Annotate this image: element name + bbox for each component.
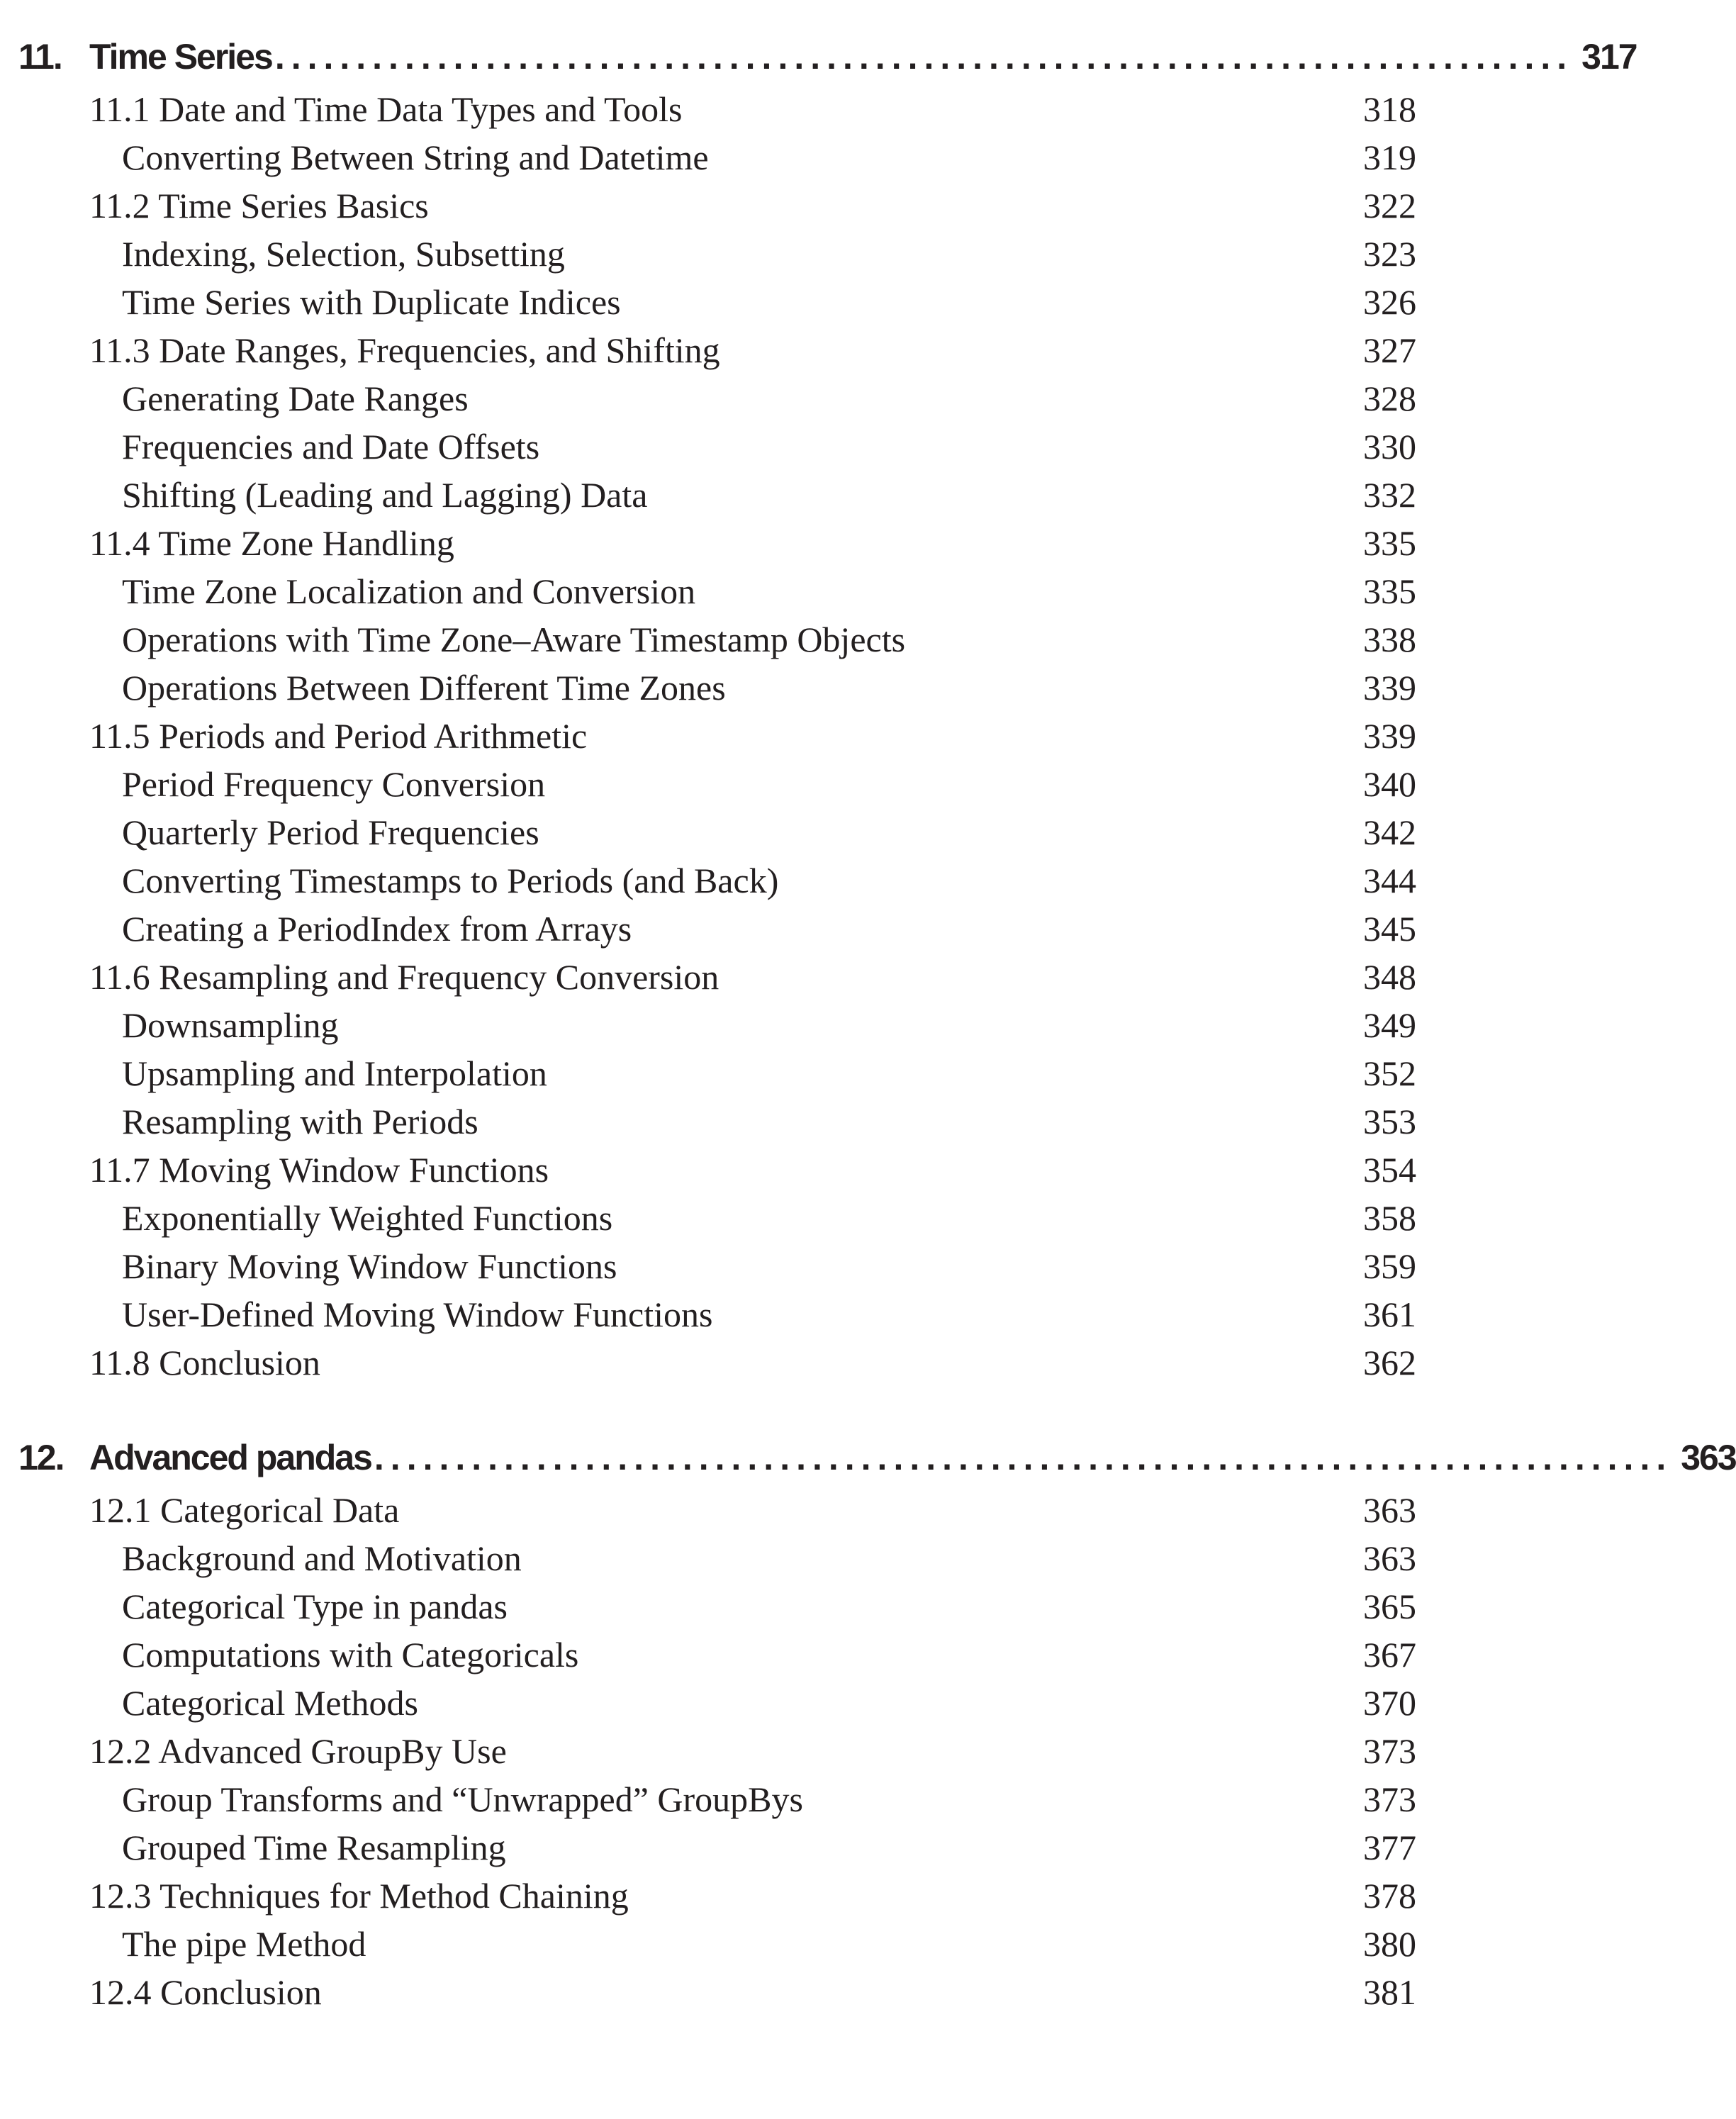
toc-subsection-entry[interactable] [0, 423, 1452, 471]
entry-page-number: 362 [1363, 1343, 1416, 1382]
chapter-number: 11. [18, 37, 62, 77]
toc-subsection-entry[interactable] [0, 760, 1452, 808]
entry-title: Period Frequency Conversion [122, 764, 546, 804]
entry-page-number: 358 [1363, 1198, 1416, 1238]
entry-title: 12.3 Techniques for Method Chaining [89, 1876, 629, 1916]
toc-subsection-entry[interactable] [0, 905, 1452, 953]
dot-leader: ................................................................................ [374, 1438, 1673, 1477]
toc-subsection-entry[interactable] [0, 1631, 1452, 1679]
entry-page-number: 338 [1363, 620, 1416, 659]
entry-title: Converting Timestamps to Periods (and Back) [122, 861, 779, 900]
chapter-number: 12. [18, 1438, 64, 1477]
entry-page-number: 335 [1363, 523, 1416, 563]
toc-subsection-entry[interactable] [0, 1290, 1452, 1338]
entry-page-number: 361 [1363, 1295, 1416, 1334]
entry-page-number: 378 [1363, 1876, 1416, 1916]
entry-title: Computations with Categoricals [122, 1635, 579, 1674]
chapter-heading [0, 28, 1637, 85]
toc-subsection-entry[interactable] [0, 1001, 1452, 1049]
entry-page-number: 365 [1363, 1587, 1416, 1626]
toc-section-entry[interactable] [0, 712, 1452, 760]
entry-title: 11.3 Date Ranges, Frequencies, and Shifting [89, 330, 720, 370]
entry-page-number: 348 [1363, 957, 1416, 997]
entry-title: Group Transforms and “Unwrapped” GroupBys [122, 1779, 803, 1819]
toc-subsection-entry[interactable] [0, 1823, 1452, 1872]
entry-title: Upsampling and Interpolation [122, 1053, 547, 1093]
toc-subsection-entry[interactable] [0, 1242, 1452, 1290]
toc-section-entry[interactable] [0, 326, 1452, 374]
toc-subsection-entry[interactable] [0, 230, 1452, 278]
entry-title: 11.5 Periods and Period Arithmetic [89, 716, 588, 756]
entry-title: Categorical Type in pandas [122, 1587, 508, 1626]
entry-page-number: 359 [1363, 1246, 1416, 1286]
toc-subsection-entry[interactable] [0, 1097, 1452, 1146]
entry-page-number: 354 [1363, 1150, 1416, 1190]
entry-title: Quarterly Period Frequencies [122, 812, 539, 852]
chapter-11 [0, 28, 1637, 1387]
entry-title: 12.1 Categorical Data [89, 1490, 400, 1530]
entry-title: Downsampling [122, 1005, 339, 1045]
entry-title: Background and Motivation [122, 1538, 522, 1578]
entry-page-number: 370 [1363, 1683, 1416, 1723]
entry-page-number: 327 [1363, 330, 1416, 370]
entry-page-number: 381 [1363, 1972, 1416, 2012]
entry-page-number: 363 [1363, 1538, 1416, 1578]
entry-page-number: 373 [1363, 1779, 1416, 1819]
chapter-page-number: 363 [1681, 1438, 1736, 1477]
entry-page-number: 339 [1363, 716, 1416, 756]
dot-leader: ................................................................................ [274, 37, 1574, 77]
entry-title: 11.6 Resampling and Frequency Conversion [89, 957, 719, 997]
toc-section-entry[interactable] [0, 181, 1452, 230]
entry-title: Operations with Time Zone–Aware Timestamp Objects [122, 620, 906, 659]
entry-title: User-Defined Moving Window Functions [122, 1295, 713, 1334]
toc-subsection-entry[interactable] [0, 1775, 1452, 1823]
entry-page-number: 377 [1363, 1828, 1416, 1867]
entry-page-number: 352 [1363, 1053, 1416, 1093]
toc-subsection-entry[interactable] [0, 1679, 1452, 1727]
entry-page-number: 332 [1363, 475, 1416, 515]
entry-title: 11.2 Time Series Basics [89, 186, 429, 225]
entry-title: 12.4 Conclusion [89, 1972, 322, 2012]
chapter-title-row [89, 1437, 1736, 1478]
chapter-page-number: 317 [1581, 37, 1637, 77]
entry-page-number: 323 [1363, 234, 1416, 274]
entry-title: 11.8 Conclusion [89, 1343, 320, 1382]
entry-title: Time Zone Localization and Conversion [122, 571, 696, 611]
entry-page-number: 349 [1363, 1005, 1416, 1045]
entry-title: 11.1 Date and Time Data Types and Tools [89, 89, 683, 129]
entry-title: Grouped Time Resampling [122, 1828, 506, 1867]
entry-page-number: 363 [1363, 1490, 1416, 1530]
entry-page-number: 330 [1363, 427, 1416, 466]
table-of-contents [0, 28, 1736, 2016]
toc-section-entry[interactable] [0, 85, 1452, 133]
chapter-entries [0, 85, 1452, 1387]
entry-title: Exponentially Weighted Functions [122, 1198, 613, 1238]
toc-subsection-entry[interactable] [0, 1920, 1452, 1968]
toc-subsection-entry[interactable] [0, 374, 1452, 423]
entry-title: Categorical Methods [122, 1683, 418, 1723]
entry-page-number: 342 [1363, 812, 1416, 852]
entry-title: Time Series with Duplicate Indices [122, 282, 621, 322]
entry-title: Resampling with Periods [122, 1102, 478, 1141]
entry-page-number: 367 [1363, 1635, 1416, 1674]
toc-section-entry[interactable] [0, 1338, 1452, 1387]
entry-page-number: 322 [1363, 186, 1416, 225]
chapter-entries [0, 1486, 1452, 2016]
toc-section-entry[interactable] [0, 1486, 1452, 1534]
toc-subsection-entry[interactable] [0, 1049, 1452, 1097]
toc-subsection-entry[interactable] [0, 808, 1452, 856]
toc-section-entry[interactable] [0, 1968, 1452, 2016]
toc-subsection-entry[interactable] [0, 856, 1452, 905]
toc-subsection-entry[interactable] [0, 1194, 1452, 1242]
chapter-title-row [89, 36, 1637, 77]
toc-section-entry[interactable] [0, 1872, 1452, 1920]
toc-subsection-entry[interactable] [0, 133, 1452, 181]
toc-section-entry[interactable] [0, 519, 1452, 567]
entry-page-number: 353 [1363, 1102, 1416, 1141]
entry-title: Shifting (Leading and Lagging) Data [122, 475, 648, 515]
entry-title: Binary Moving Window Functions [122, 1246, 617, 1286]
entry-page-number: 328 [1363, 379, 1416, 418]
entry-page-number: 319 [1363, 138, 1416, 177]
toc-subsection-entry[interactable] [0, 1534, 1452, 1582]
entry-page-number: 340 [1363, 764, 1416, 804]
entry-title: 12.2 Advanced GroupBy Use [89, 1731, 507, 1771]
entry-title: Frequencies and Date Offsets [122, 427, 540, 466]
entry-page-number: 380 [1363, 1924, 1416, 1964]
chapter-title: Advanced pandas [89, 1438, 371, 1477]
entry-page-number: 345 [1363, 909, 1416, 949]
entry-page-number: 326 [1363, 282, 1416, 322]
entry-title: Generating Date Ranges [122, 379, 469, 418]
entry-title: 11.7 Moving Window Functions [89, 1150, 549, 1190]
toc-subsection-entry[interactable] [0, 664, 1452, 712]
entry-title: Converting Between String and Datetime [122, 138, 709, 177]
toc-subsection-entry[interactable] [0, 567, 1452, 615]
entry-page-number: 318 [1363, 89, 1416, 129]
chapter-title: Time Series [89, 37, 272, 77]
entry-title: 11.4 Time Zone Handling [89, 523, 454, 563]
entry-title: The pipe Method [122, 1924, 366, 1964]
toc-subsection-entry[interactable] [0, 1582, 1452, 1631]
entry-page-number: 344 [1363, 861, 1416, 900]
toc-section-entry[interactable] [0, 953, 1452, 1001]
chapter-heading [0, 1429, 1736, 1486]
entry-title: Operations Between Different Time Zones [122, 668, 726, 708]
chapter-12 [0, 1429, 1736, 2016]
toc-subsection-entry[interactable] [0, 615, 1452, 664]
entry-title: Creating a PeriodIndex from Arrays [122, 909, 632, 949]
toc-subsection-entry[interactable] [0, 471, 1452, 519]
entry-page-number: 373 [1363, 1731, 1416, 1771]
toc-section-entry[interactable] [0, 1146, 1452, 1194]
entry-page-number: 339 [1363, 668, 1416, 708]
toc-subsection-entry[interactable] [0, 278, 1452, 326]
entry-title: Indexing, Selection, Subsetting [122, 234, 565, 274]
entry-page-number: 335 [1363, 571, 1416, 611]
toc-section-entry[interactable] [0, 1727, 1452, 1775]
